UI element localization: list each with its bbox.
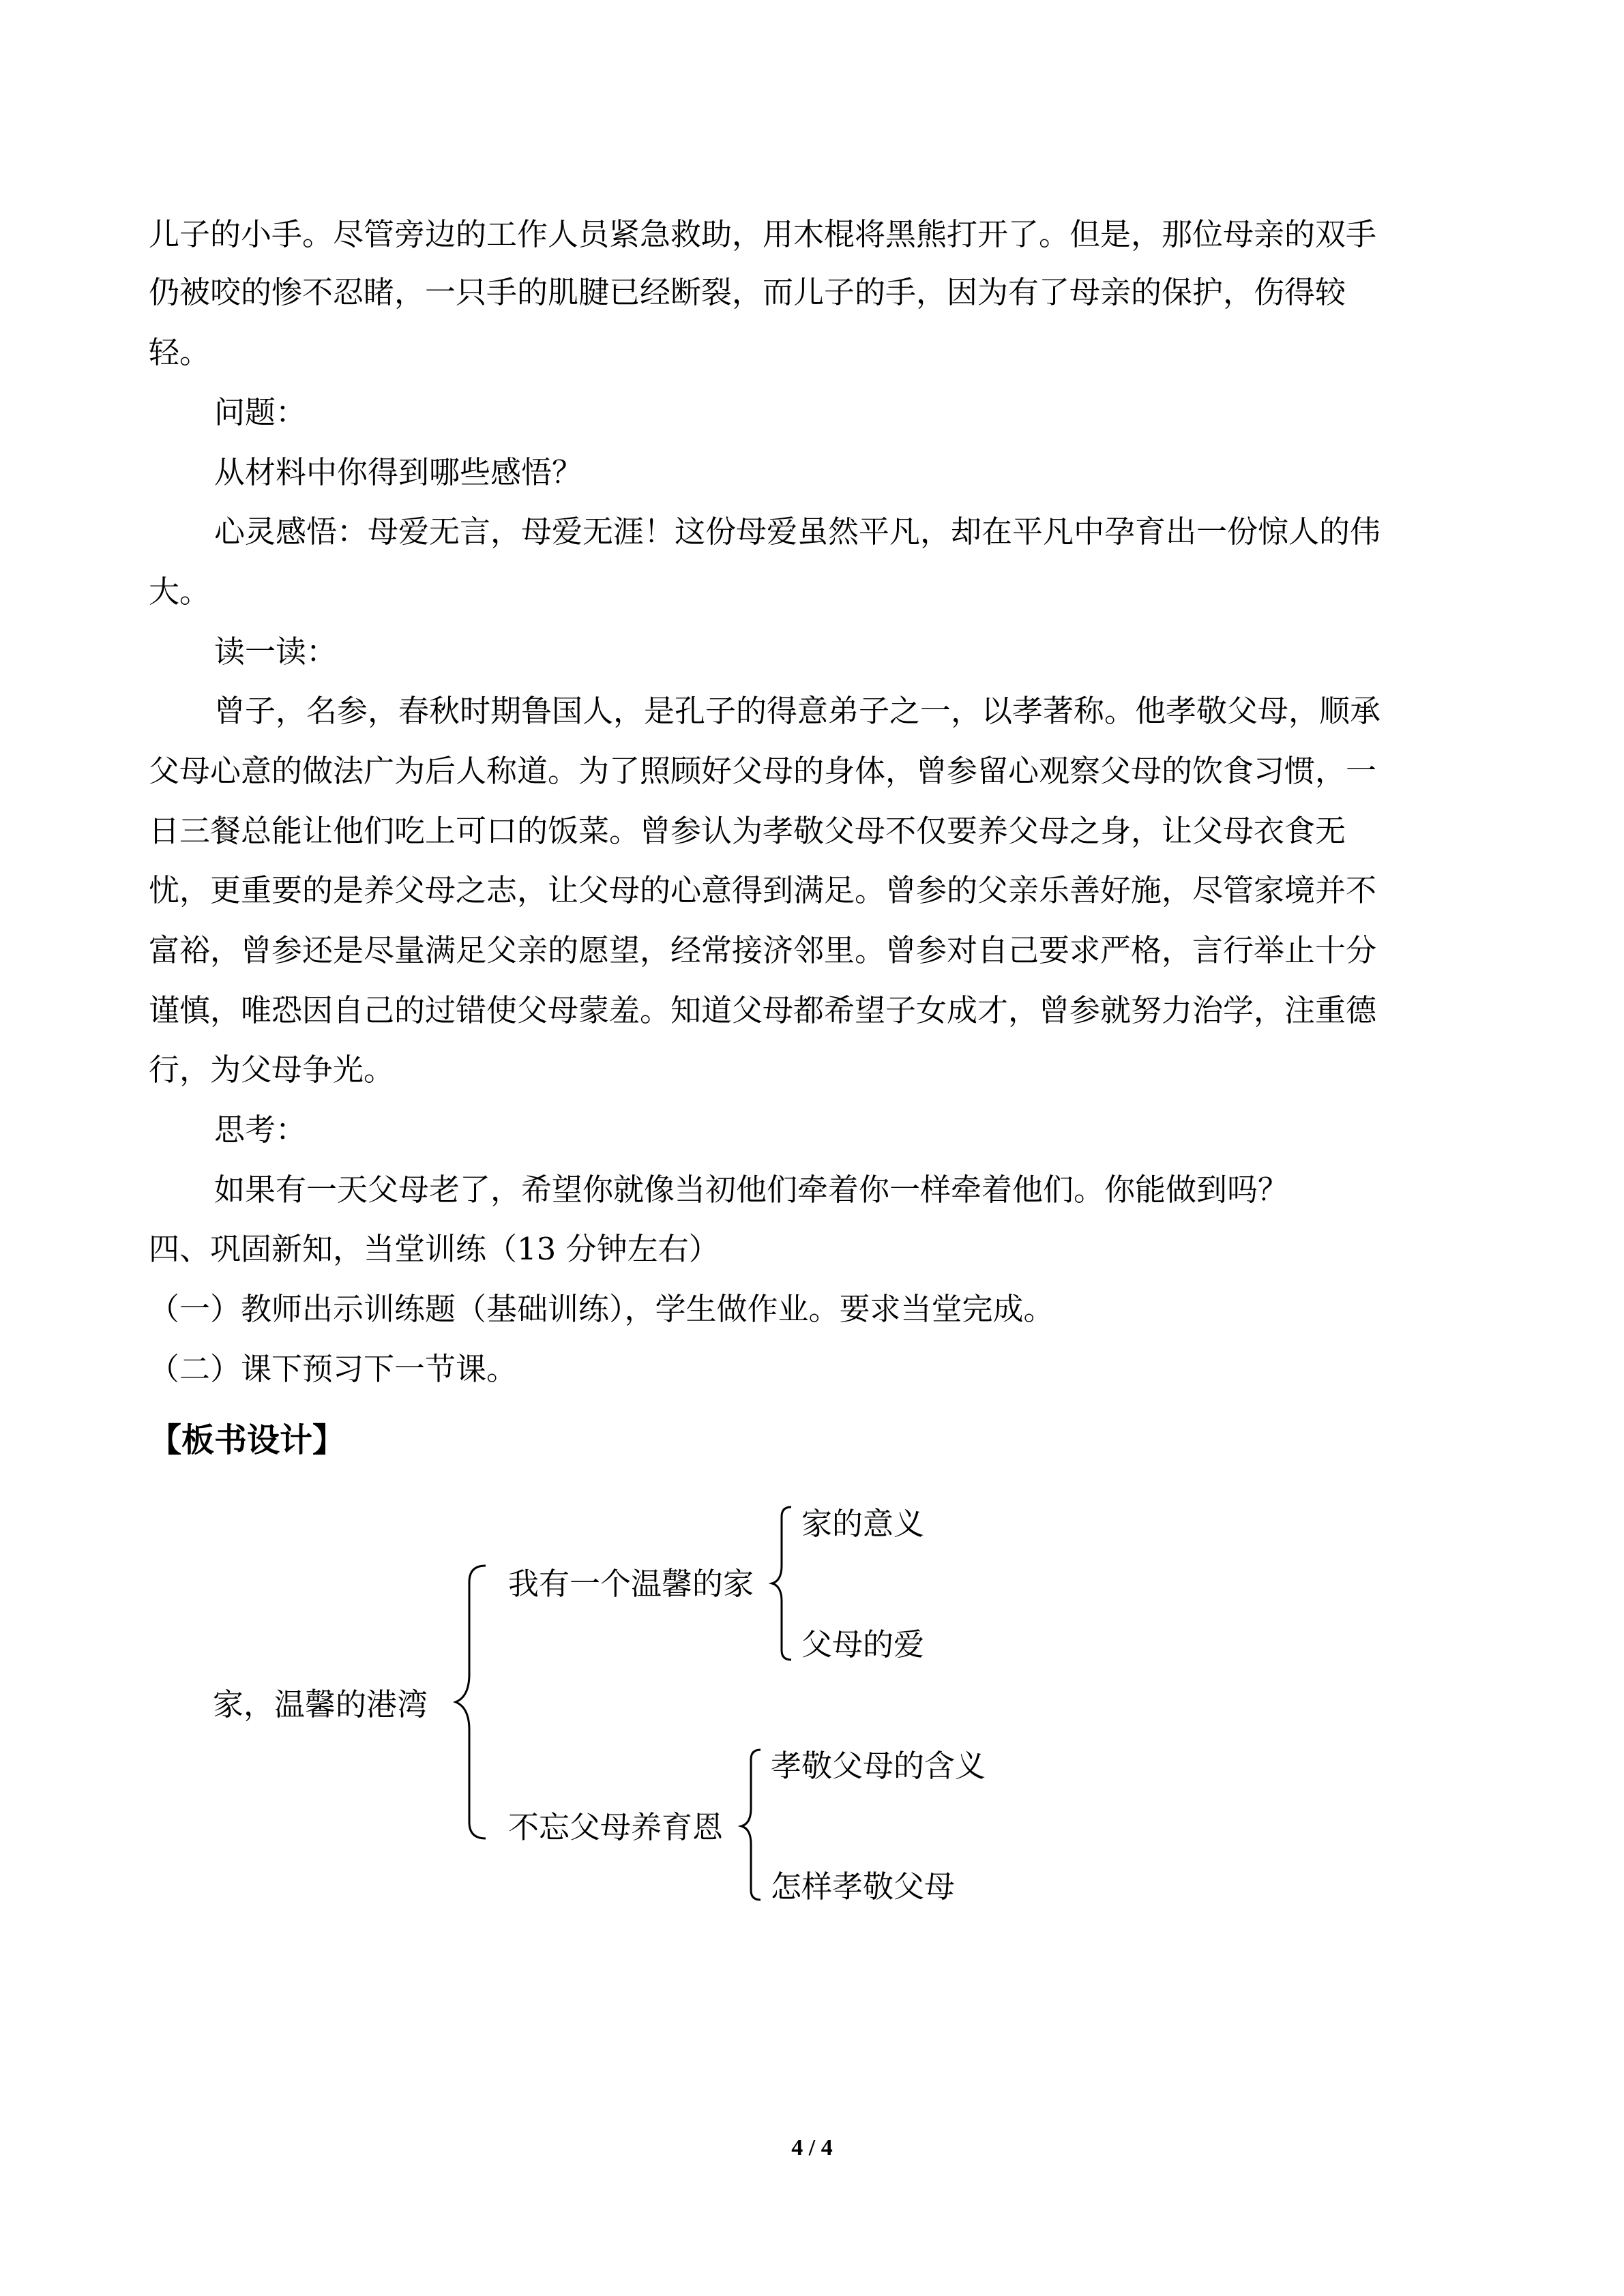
paragraph-line: 富裕，曾参还是尽量满足父亲的愿望，经常接济邻里。曾参对自己要求严格，言行举止十分 [149, 932, 1377, 968]
root-brace [456, 1566, 486, 1838]
thinking-label: 思考： [214, 1112, 307, 1148]
reading-label: 读一读： [214, 633, 338, 670]
paragraph-line: 忧，更重要的是养父母之志，让父母的心意得到满足。曾参的父亲乐善好施，尽管家境并不 [149, 872, 1377, 908]
paragraph-line: 谨慎，唯恐因自己的过错使父母蒙羞。知道父母都希望子女成才，曾参就努力治学，注重德 [149, 992, 1377, 1028]
section-item-one: （一）教师出示训练题（基础训练），学生做作业。要求当堂完成。 [149, 1291, 1054, 1327]
paragraph-line: 父母心意的做法广为后人称道。为了照顾好父母的身体，曾参留心观察父母的饮食习惯，一 [149, 753, 1377, 789]
board-leaf-parents-love: 父母的爱 [801, 1626, 925, 1663]
question-label: 问题： [214, 394, 307, 430]
board-branch-warm-home: 我有一个温馨的家 [508, 1566, 754, 1602]
section-four-title: 四、巩固新知，当堂训练（13 分钟左右） [149, 1231, 720, 1267]
page-number: 4 / 4 [791, 2135, 833, 2160]
question-text: 从材料中你得到哪些感悟？ [214, 454, 583, 490]
insight-text: 心灵感悟：母爱无言，母爱无涯！这份母爱虽然平凡，却在平凡中孕育出一份惊人的伟 [214, 513, 1381, 550]
thinking-text: 如果有一天父母老了，希望你就像当初他们牵着你一样牵着他们。你能做到吗？ [214, 1172, 1289, 1208]
paragraph-line: 行，为父母争光。 [149, 1052, 395, 1088]
board-leaf-home-meaning: 家的意义 [801, 1506, 925, 1542]
paragraph-line: 仍被咬的惨不忍睹，一只手的肌腱已经断裂，而儿子的手，因为有了母亲的保护，伤得较 [149, 274, 1346, 310]
reading-text: 曾子，名参，春秋时期鲁国人，是孔子的得意弟子之一，以孝著称。他孝敬父母，顺承 [214, 693, 1381, 729]
board-root-node: 家，温馨的港湾 [213, 1686, 428, 1723]
paragraph-line: 大。 [149, 573, 211, 610]
section-item-two: （二）课下预习下一节课。 [149, 1351, 518, 1387]
branch1-brace [772, 1507, 791, 1660]
paragraph-line: 轻。 [149, 334, 211, 370]
branch2-brace [741, 1750, 761, 1900]
board-leaf-how-to-honor: 怎样孝敬父母 [771, 1868, 956, 1905]
paragraph-line: 日三餐总能让他们吃上可口的饭菜。曾参认为孝敬父母不仅要养父母之身，让父母衣食无 [149, 813, 1346, 849]
paragraph-line: 儿子的小手。尽管旁边的工作人员紧急救助，用木棍将黑熊打开了。但是，那位母亲的双手 [149, 216, 1377, 252]
board-leaf-filial-meaning: 孝敬父母的含义 [771, 1748, 986, 1784]
board-branch-gratitude: 不忘父母养育恩 [508, 1809, 724, 1845]
board-design-heading: 【板书设计】 [149, 1421, 346, 1459]
